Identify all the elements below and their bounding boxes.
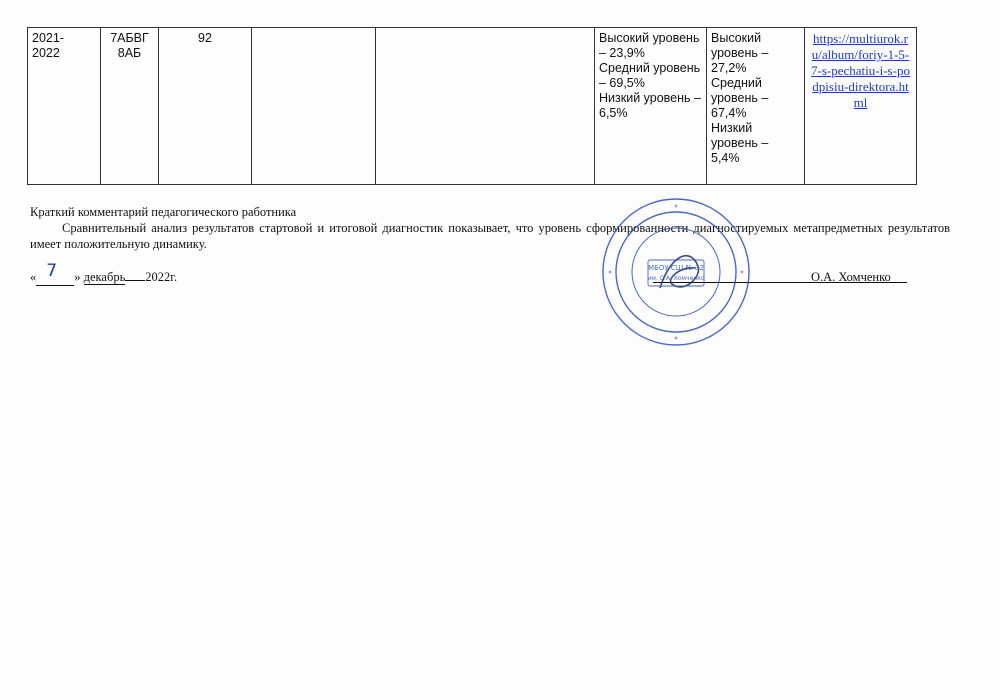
year-cell	[28, 28, 101, 185]
date-line	[30, 261, 178, 286]
link-cell	[805, 28, 917, 185]
open-quote: «	[30, 270, 37, 284]
start-diagnostic-cell	[595, 28, 707, 185]
count-cell	[159, 28, 252, 185]
date-day-field	[36, 261, 74, 286]
comment-title: Краткий комментарий педагогического работника	[30, 205, 297, 219]
comment-body: Сравнительный анализ результатов стартовой и итоговой диагностик показывает, что уровень сформированности диагностируемых метапредметных результатов имеет положительную динамику.	[30, 221, 950, 251]
close-quote: »	[74, 270, 81, 284]
year-text: 2021- 2022	[32, 31, 64, 60]
date-year: 2022г.	[145, 270, 178, 284]
final-mid-level: Средний уровень – 67,4%	[711, 76, 769, 120]
start-mid-level: Средний уровень – 69,5%	[599, 61, 701, 90]
classes-cell	[101, 28, 159, 185]
date-gap	[125, 280, 145, 281]
signer-name: О.А. Хомченко	[811, 270, 891, 284]
final-high-level: Высокий уровень – 27,2%	[711, 31, 769, 75]
count-text: 92	[198, 31, 212, 45]
start-high-level: Высокий уровень – 23,9%	[599, 31, 700, 60]
start-low-level: Низкий уровень – 6,5%	[599, 91, 701, 120]
empty-cell-2	[376, 28, 595, 185]
empty-cell-1	[252, 28, 376, 185]
final-diagnostic-cell	[707, 28, 805, 185]
handwritten-day: 7	[46, 261, 58, 281]
school-seal-stamp	[600, 196, 752, 348]
date-month: декабрь	[83, 270, 126, 284]
final-low-level: Низкий уровень – 5,4%	[711, 121, 769, 165]
table-row	[28, 28, 917, 185]
evidence-link[interactable]: https://multiurok.ru/album/foriy-1-5-7-s-pechatiu-i-s-podpisiu-direktora.html	[811, 31, 910, 110]
classes-text: 7АБВГ 8АБ	[110, 31, 149, 60]
stamp-center-text-2: им. С.А. Хомченко	[647, 275, 705, 282]
results-table	[27, 27, 917, 185]
stamp-center-text: МБОУ СШ № 32	[648, 264, 704, 272]
